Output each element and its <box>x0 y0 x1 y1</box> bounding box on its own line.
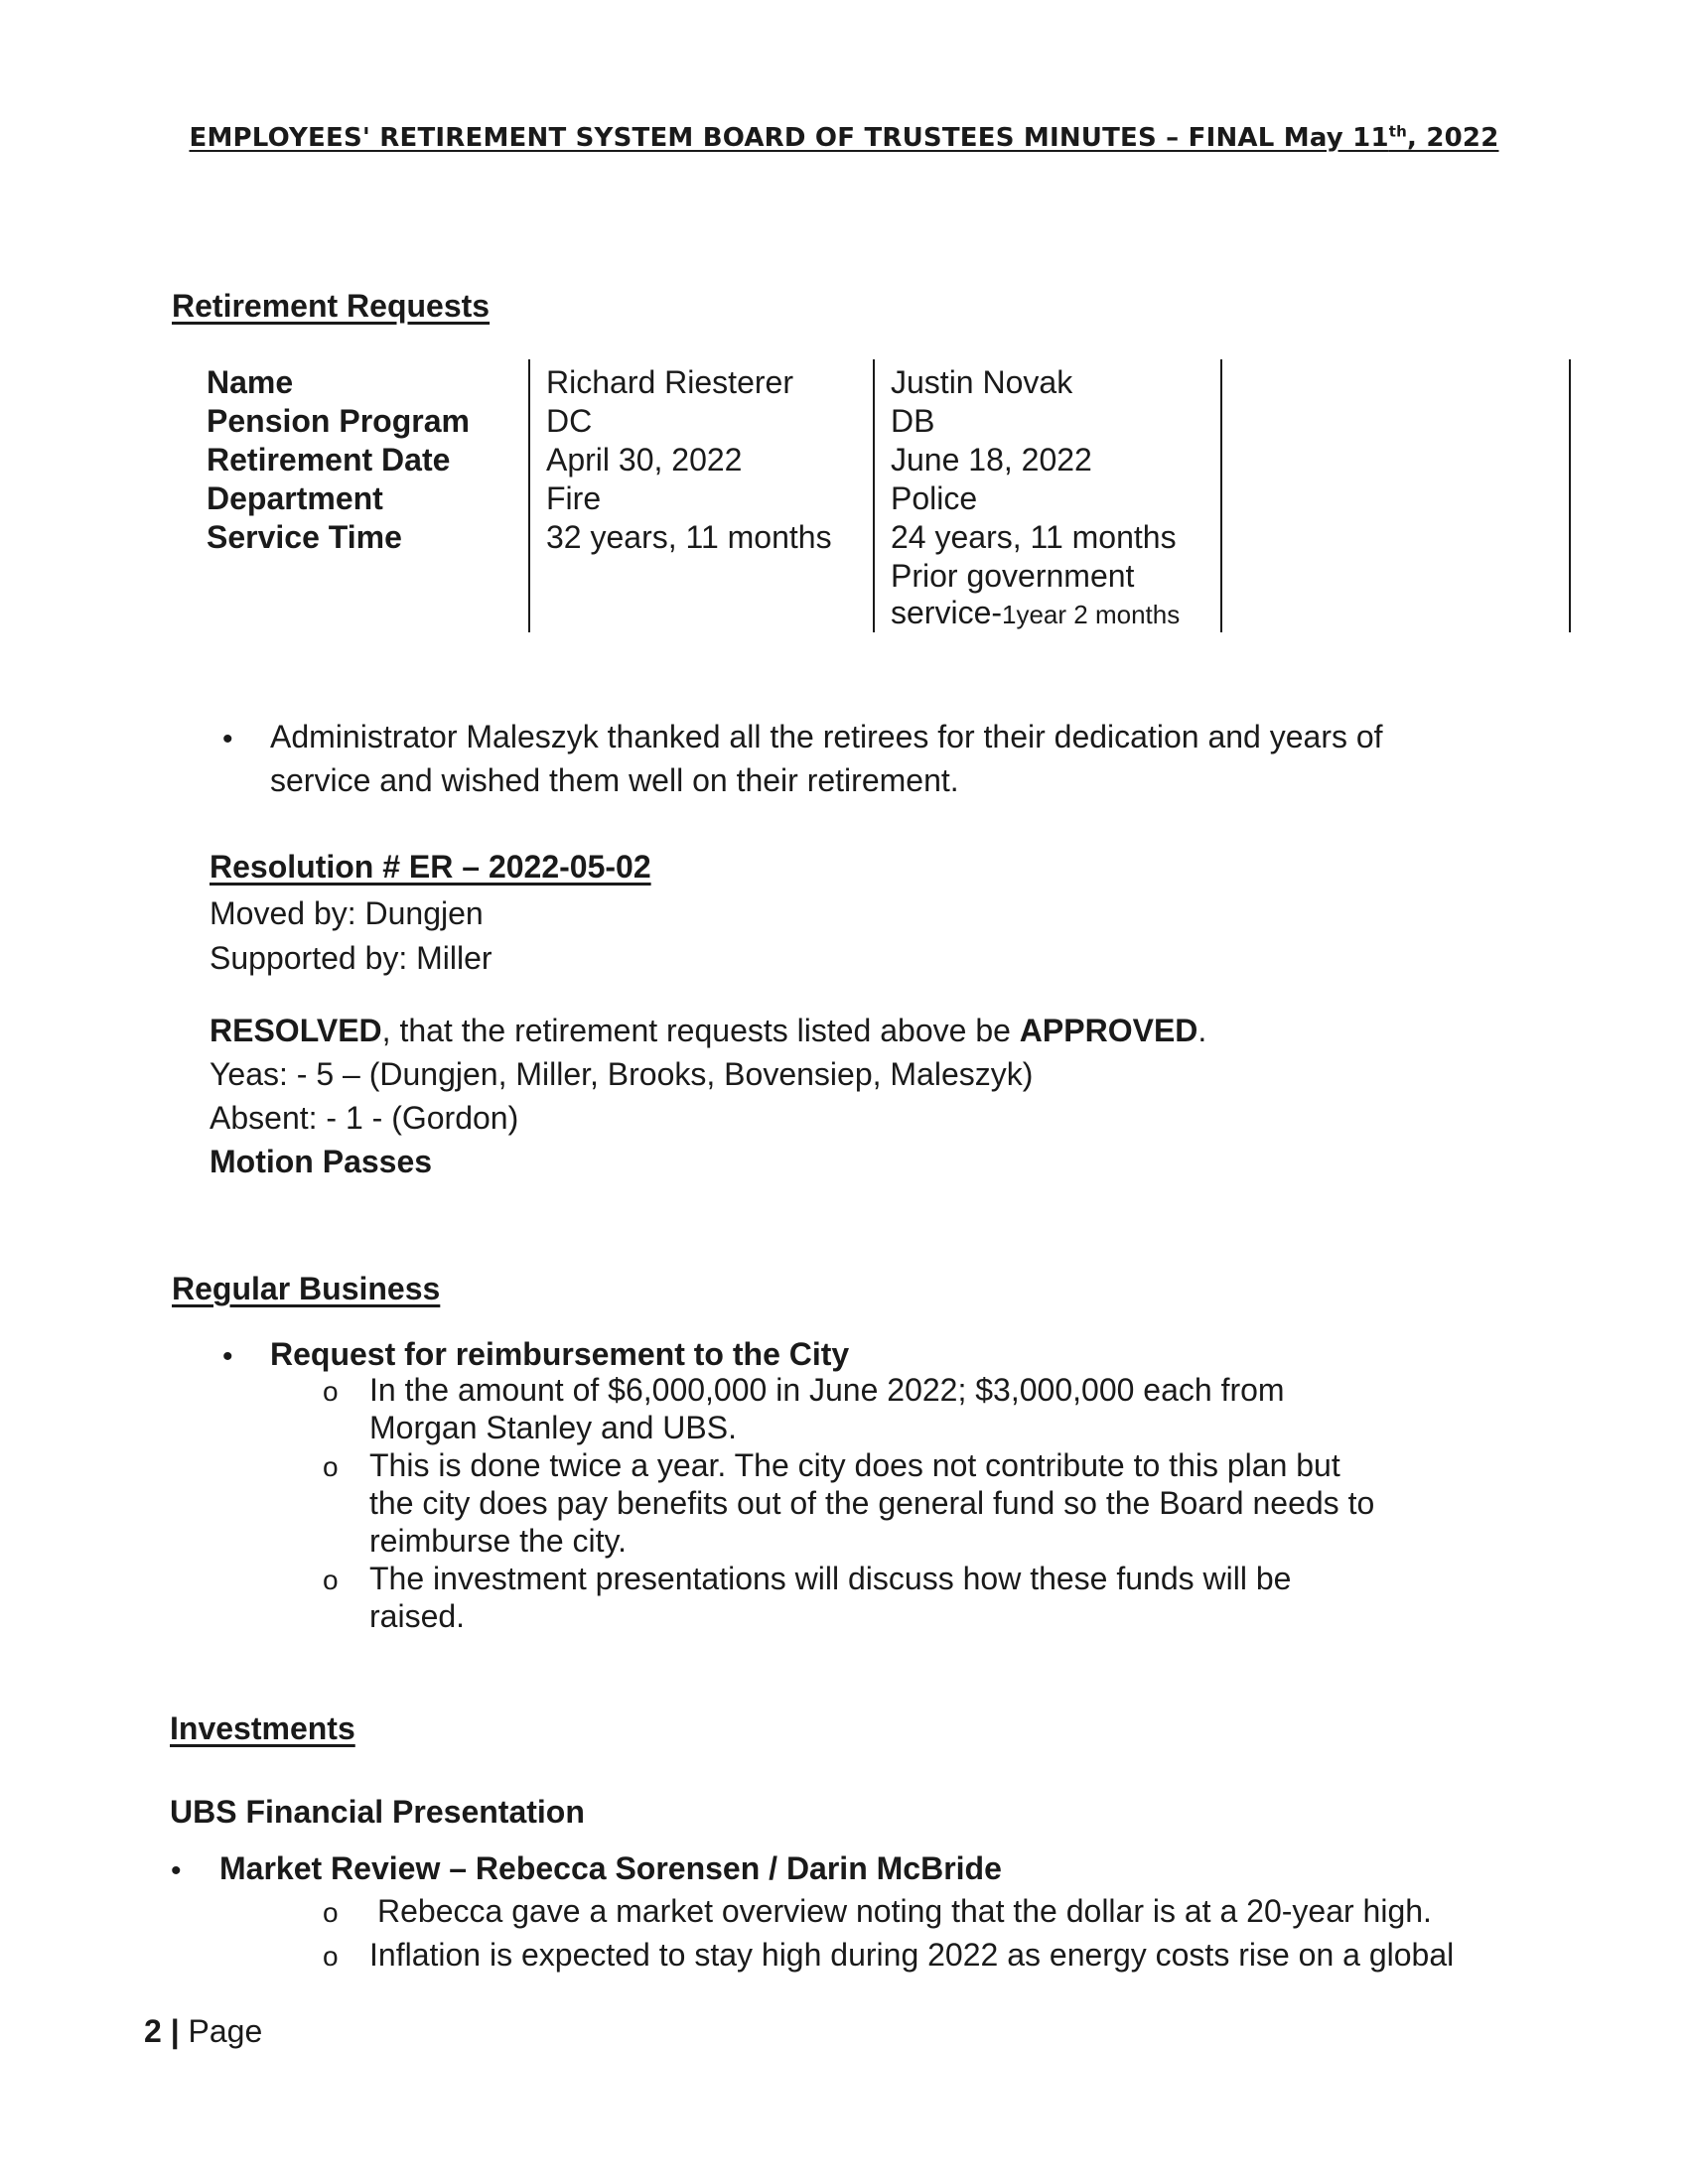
table-cell: Justin Novak <box>891 364 1073 400</box>
table-cell: 32 years, 11 months <box>546 519 832 555</box>
reimbursement-item: Request for reimbursement to the City <box>270 1336 850 1372</box>
table-label: Department <box>207 480 383 516</box>
retirement-heading: Retirement Requests <box>172 288 491 324</box>
sub-bullet-icon: o <box>323 1565 339 1595</box>
investments-heading: Investments <box>170 1710 355 1746</box>
table-cell: Richard Riesterer <box>546 364 793 400</box>
page-header <box>0 122 1688 153</box>
table-cell: service-1year 2 months <box>891 595 1181 630</box>
table-cell: DC <box>546 403 593 439</box>
table-label: Retirement Date <box>207 442 451 478</box>
vote-absent: Absent: - 1 - (Gordon) <box>210 1100 519 1136</box>
sub-bullet-icon: o <box>323 1451 339 1482</box>
sub-bullet-icon: o <box>323 1897 339 1928</box>
bullet-icon: • <box>222 1340 233 1373</box>
table-label: Name <box>207 364 294 400</box>
header-title: EMPLOYEES' RETIREMENT SYSTEM BOARD OF TRUSTEES MINUTES – FINAL May 11th, 2022 <box>189 122 1499 153</box>
resolved-statement: RESOLVED, that the retirement requests listed above be APPROVED. <box>210 1013 1207 1048</box>
sub-item: Inflation is expected to stay high during 2022 as energy costs rise on a global <box>369 1937 1455 1973</box>
table-label: Service Time <box>207 519 402 555</box>
table-cell: Prior government <box>891 558 1135 594</box>
table-divider <box>1569 359 1571 632</box>
sub-bullet-icon: o <box>323 1941 339 1972</box>
page-number: 2 <box>144 2013 162 2049</box>
page-footer <box>144 2013 262 2050</box>
resolution-title: Resolution # ER – 2022-05-02 <box>210 849 651 885</box>
retirees-note: Administrator Maleszyk thanked all the retirees for their dedication and years of service and wished them well on their retirement. <box>270 719 1383 798</box>
motion-result: Motion Passes <box>210 1144 433 1179</box>
table-cell: June 18, 2022 <box>891 442 1092 478</box>
page-label: Page <box>188 2013 263 2049</box>
bullet-icon: • <box>171 1854 182 1887</box>
table-divider <box>528 359 530 632</box>
sub-bullet-icon: o <box>323 1376 339 1407</box>
sub-item: Rebecca gave a market overview noting that the dollar is at a 20-year high. <box>377 1893 1432 1929</box>
table-cell: DB <box>891 403 935 439</box>
table-cell: Fire <box>546 480 602 516</box>
table-label: Pension Program <box>207 403 470 439</box>
table-divider <box>1220 359 1222 632</box>
moved-by: Moved by: Dungjen <box>210 895 484 931</box>
table-cell: Police <box>891 480 978 516</box>
table-cell: April 30, 2022 <box>546 442 743 478</box>
ubs-subheading: UBS Financial Presentation <box>170 1794 585 1830</box>
regular-business-heading: Regular Business <box>172 1271 441 1306</box>
sub-item: The investment presentations will discuss how these funds will be raised. <box>369 1561 1292 1634</box>
market-review-item: Market Review – Rebecca Sorensen / Darin McBride <box>219 1850 1002 1886</box>
footer-separator: | <box>170 2013 180 2049</box>
sub-item: In the amount of $6,000,000 in June 2022; $3,000,000 each from Morgan Stanley and UBS. <box>369 1372 1285 1445</box>
bullet-icon: • <box>222 723 233 755</box>
table-cell: 24 years, 11 months <box>891 519 1177 555</box>
supported-by: Supported by: Miller <box>210 940 492 976</box>
vote-yeas: Yeas: - 5 – (Dungjen, Miller, Brooks, Bovensiep, Maleszyk) <box>210 1056 1034 1092</box>
table-divider <box>873 359 875 632</box>
sub-item: This is done twice a year. The city does not contribute to this plan but the city does pay benefits out of the general fund so the Board needs to reimburse the city. <box>369 1447 1375 1559</box>
